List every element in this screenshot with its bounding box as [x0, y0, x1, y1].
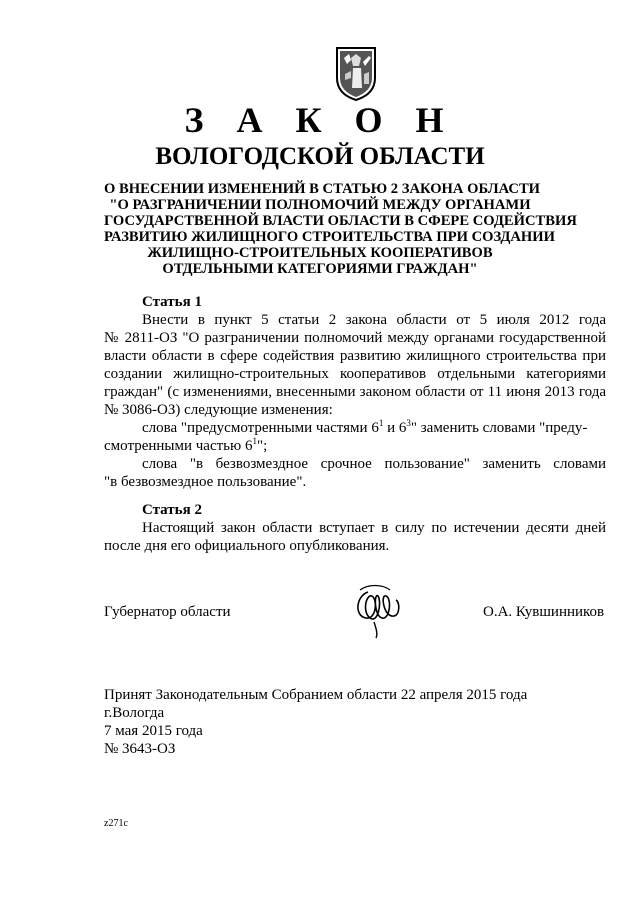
article-1-text-line: № 3086-ОЗ) следующие изменения:: [104, 402, 333, 418]
superscript: 3: [406, 418, 411, 428]
article-1-text-line: Внести в пункт 5 статьи 2 закона области от 5 июля 2012 года: [142, 312, 606, 328]
region-title: ВОЛОГОДСКОЙ ОБЛАСТИ: [155, 143, 485, 170]
document-code: z271c: [104, 818, 128, 829]
change-1-line-1: [142, 419, 606, 437]
change-1-text: смотренными частью 6: [104, 438, 253, 454]
subject-line: "О РАЗГРАНИЧЕНИИ ПОЛНОМОЧИЙ МЕЖДУ ОРГАНАМИ: [109, 197, 531, 213]
change-1-text: слова "предусмотренными частями 6: [142, 420, 379, 436]
article-2-heading: Статья 2: [142, 502, 202, 518]
signatory-name: О.А. Кувшинников: [483, 604, 605, 620]
superscript: 1: [252, 436, 257, 446]
signing-date: 7 мая 2015 года: [104, 723, 203, 739]
article-1-text-line: власти области в сфере содействия развитию жилищного строительства при: [104, 348, 606, 364]
article-1-text-line: граждан" (с изменениями, внесенными законом области от 11 июня 2013 года: [104, 384, 606, 400]
change-1-text: " заменить словами "преду-: [410, 420, 588, 436]
change-1-text: и 6: [383, 420, 407, 436]
law-title: З А К О Н: [184, 100, 456, 140]
article-2-text-line: Настоящий закон области вступает в силу по истечении десяти дней: [142, 520, 606, 536]
superscript: 1: [378, 418, 384, 428]
article-2-text-line: после дня его официального опубликования.: [104, 538, 390, 554]
coat-of-arms-icon: [331, 44, 381, 102]
city: г.Вологда: [104, 705, 165, 721]
subject-line: ЖИЛИЩНО-СТРОИТЕЛЬНЫХ КООПЕРАТИВОВ: [147, 245, 493, 261]
subject-line: ОТДЕЛЬНЫМИ КАТЕГОРИЯМИ ГРАЖДАН": [162, 261, 478, 277]
law-number: № 3643-ОЗ: [104, 741, 176, 757]
law-subject: [104, 181, 577, 277]
adoption-note: Принят Законодательным Собранием области 22 апреля 2015 года: [104, 687, 528, 703]
article-1-heading: Статья 1: [142, 294, 202, 310]
signatory-position: Губернатор области: [104, 604, 231, 620]
change-1-line-2: [104, 437, 267, 455]
article-1-text-line: № 2811-ОЗ "О разграничении полномочий между органами государственной: [104, 330, 606, 346]
change-2-line-1: слова "в безвозмездное срочное пользование" заменить словами: [142, 456, 606, 472]
change-1-text: ";: [256, 438, 268, 454]
subject-line: О ВНЕСЕНИИ ИЗМЕНЕНИЙ В СТАТЬЮ 2 ЗАКОНА ОБЛАСТИ: [104, 181, 541, 197]
subject-line: РАЗВИТИЮ ЖИЛИЩНОГО СТРОИТЕЛЬСТВА ПРИ СОЗДАНИИ: [104, 229, 555, 245]
article-1-text-line: создании жилищно-строительных кооперативов отдельными категориями: [104, 366, 606, 382]
subject-line: ГОСУДАРСТВЕННОЙ ВЛАСТИ ОБЛАСТИ В СФЕРЕ СОДЕЙСТВИЯ: [104, 213, 577, 229]
change-2-line-2: "в безвозмездное пользование".: [104, 474, 307, 490]
signature-icon: [348, 582, 408, 640]
